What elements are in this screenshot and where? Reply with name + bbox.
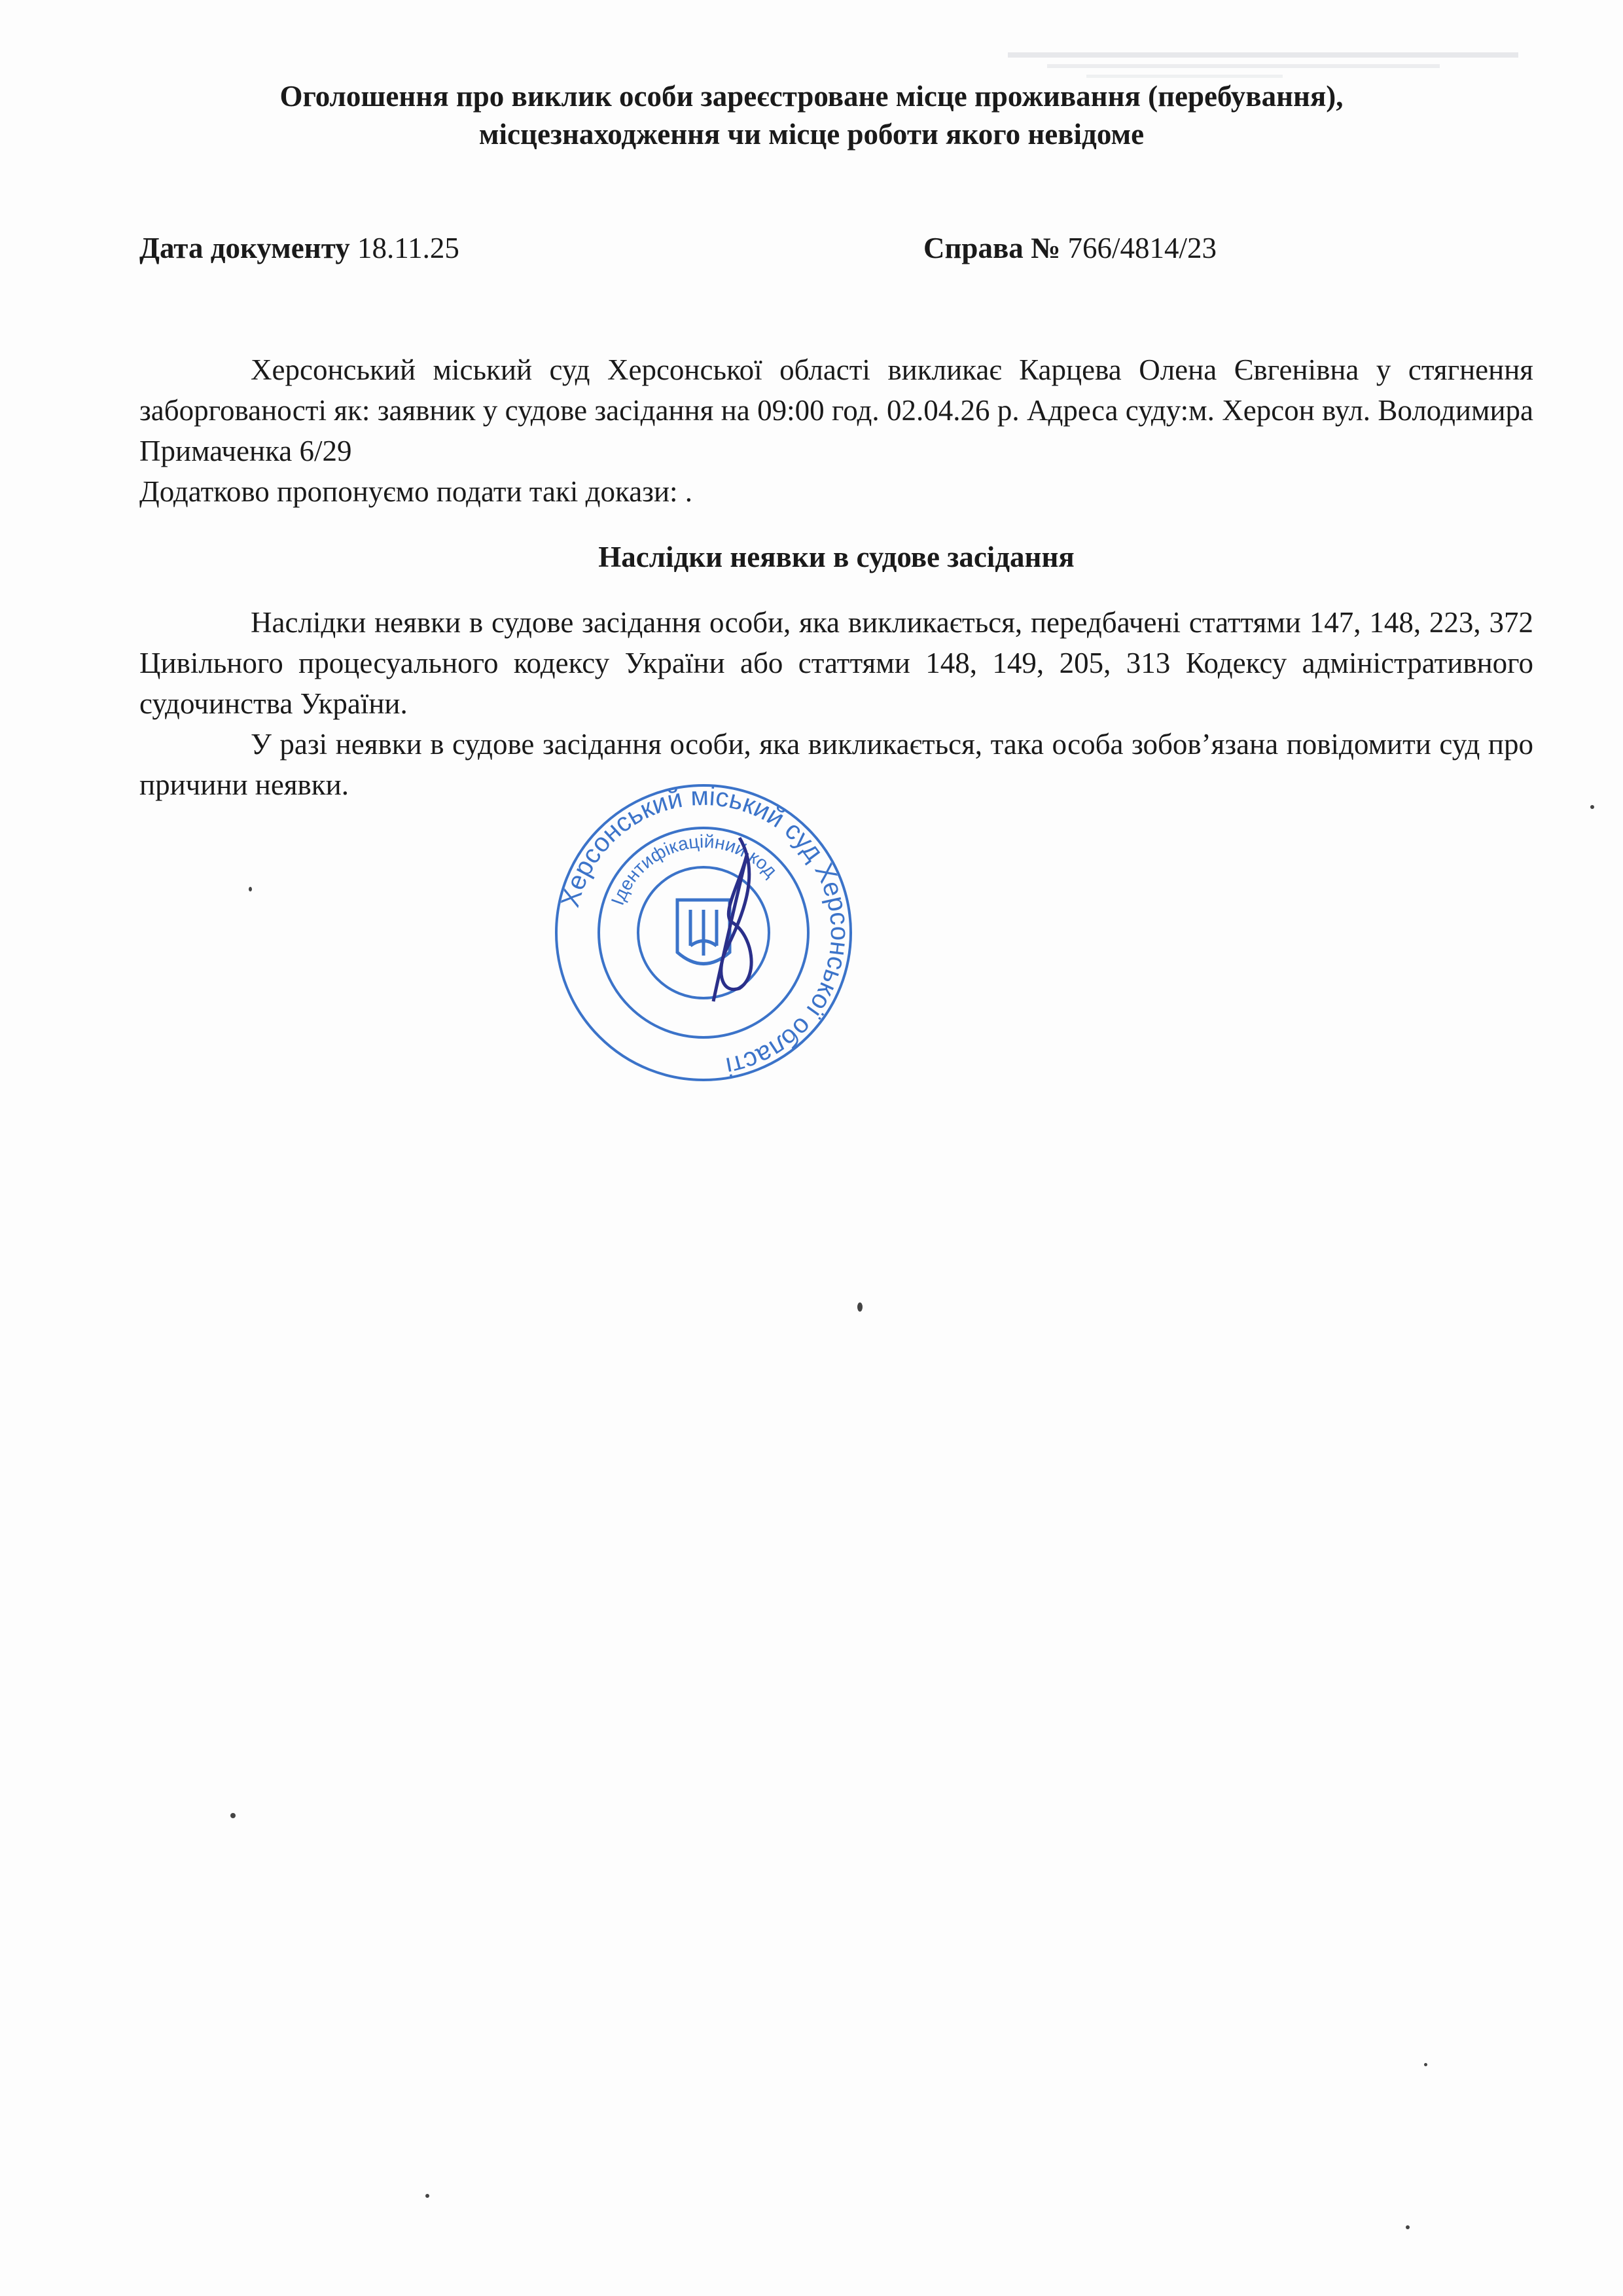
scan-artifact-line [1008,52,1518,58]
scan-artifact-line [1047,64,1440,68]
scan-speck [1590,805,1594,809]
coat-of-arms-icon [677,900,730,964]
signature [713,838,751,1001]
scan-speck [1406,2225,1410,2229]
failure-notice-paragraph: У разі неявки в судове засідання особи, яка викликається, така особа зобов’язана повідомити суд про причини неявки. [139,728,1533,801]
section-heading: Наслідки неявки в судове засідання [598,541,1075,573]
case-label: Справа № [923,232,1061,264]
scan-speck [857,1302,863,1312]
court-seal-stamp [543,779,864,1086]
evidence-paragraph: Додатково пропонуємо подати такі докази: . [139,475,693,508]
date-value: 18.11.25 [357,232,459,264]
case-number [923,229,1217,267]
summons-paragraph: Херсонський міський суд Херсонської області викликає Карцева Олена Євгенівна у стягнення заборгованості як: заявник у судове засідання на 09:00 год. 02.04.26 р. Адреса суду:м. Херсон вул. Володимира Примаченка 6/29 [139,353,1533,467]
scan-speck [249,887,252,891]
seal-inner-text: Ідентифікаційний код [607,831,781,908]
scan-speck [230,1813,236,1818]
scan-speck [1424,2063,1427,2066]
seal-outer-text: Херсонський міський суд Херсонської області [556,781,855,1081]
case-value: 766/4814/23 [1067,232,1217,264]
scan-speck [425,2194,429,2198]
consequences-paragraph: Наслідки неявки в судове засідання особи, яка викликається, передбачені статтями 147, 148, 223, 372 Цивільного процесуального кодексу України або статтями 148, 149, 205, 313 Кодексу адміністративного судочинства України. [139,606,1533,720]
date-label: Дата документу [139,232,350,264]
document-title-line2: місцезнаходження чи місце роботи якого невідоме [478,118,1145,151]
document-title-line1: Оголошення про виклик особи зареєстроване місце проживання (перебування), [279,80,1344,113]
document-date [139,229,459,267]
